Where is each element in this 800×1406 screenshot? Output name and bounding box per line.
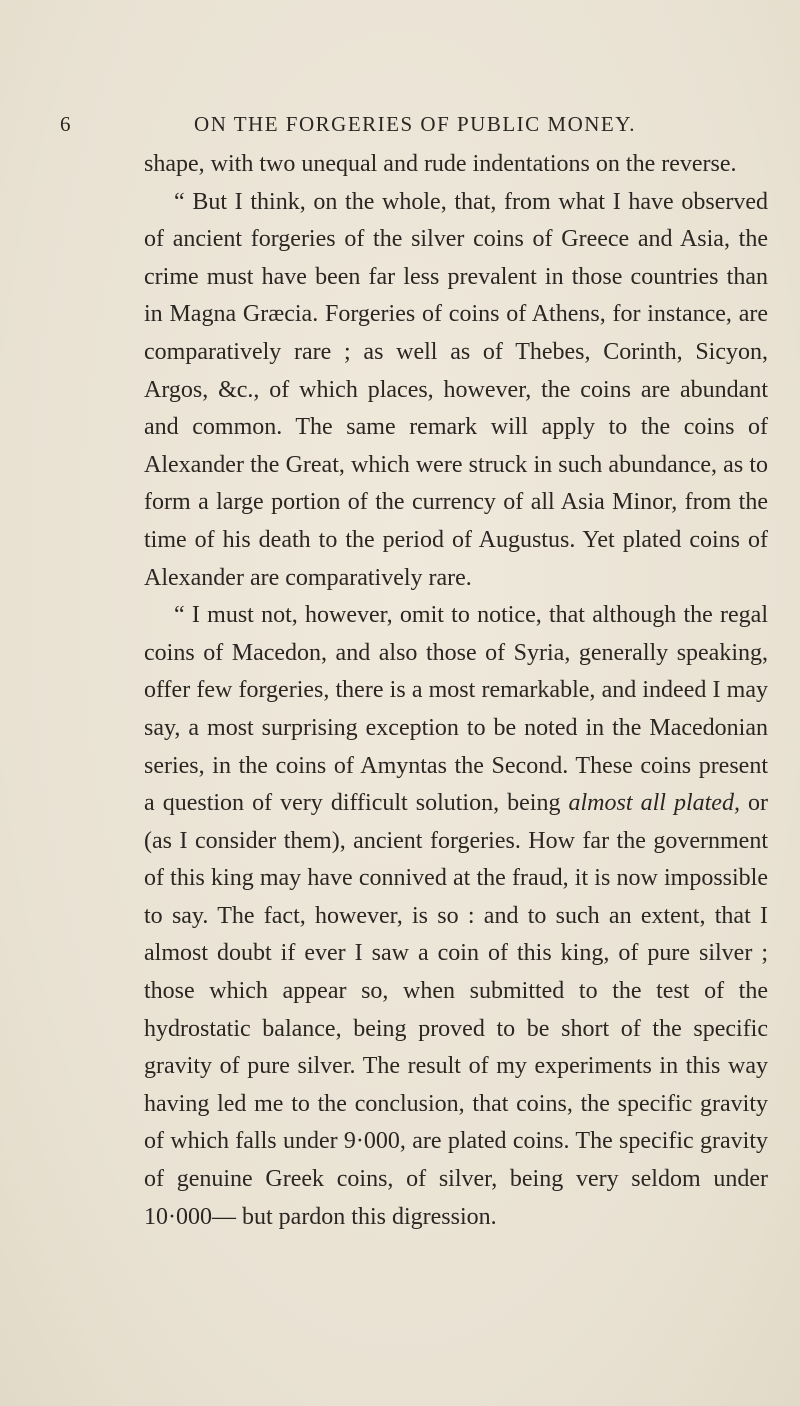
paragraph [144, 597, 768, 1236]
paragraph-text: “ I must not, however, omit to notice, that although the regal coins of Macedon, and also those of Syria, generally speaking, offer few forgeries, there is a most remarkable, and indeed I may say, a most surprising exception to be noted in the Macedonian series, in the coins of Amyntas the Second. These coins present a question of very difficult solution, being [144, 602, 768, 817]
paragraph: “ But I think, on the whole, that, from what I have observed of ancient forgeries of the silver coins of Greece and Asia, the crime must have been far less prevalent in those countries than in Magna Græcia. Forgeries of coins of Athens, for instance, are comparatively rare ; as well as of Thebes, Corinth, Sicyon, Argos, &c., of which places, however, the coins are abundant and common. The same remark will apply to the coins of Alexander the Great, which were struck in such abundance, as to form a large portion of the currency of all Asia Minor, from the time of his death to the period of Augustus. Yet plated coins of Alexander are comparatively rare. [144, 188, 768, 591]
page-number: 6 [60, 112, 72, 136]
paragraph-text: or (as I consider them), ancient forgeries. How far the government of this king may have connived at the fraud, it is now impossible to say. The fact, however, is so : and to such an extent, that I almost doubt if ever I saw a coin of this king, of pure silver ; those which appear so, when submitted to the test of the hydrostatic balance, being proved to be short of the specific gravity of pure silver. The result of my experiments in this way having led me to the conclusion, that coins, the specific gravity of which falls under 9·000, are plated coins. The specific gravity of genuine Greek coins, of silver, being very seldom under 10·000— but pardon this digression. [144, 790, 768, 1230]
italic-phrase: almost all plated, [568, 790, 740, 817]
page-header [60, 112, 740, 142]
running-head: ON THE FORGERIES OF PUBLIC MONEY. [194, 112, 636, 136]
body-text [144, 146, 768, 1236]
paragraph: shape, with two unequal and rude indentations on the reverse. [144, 151, 737, 177]
